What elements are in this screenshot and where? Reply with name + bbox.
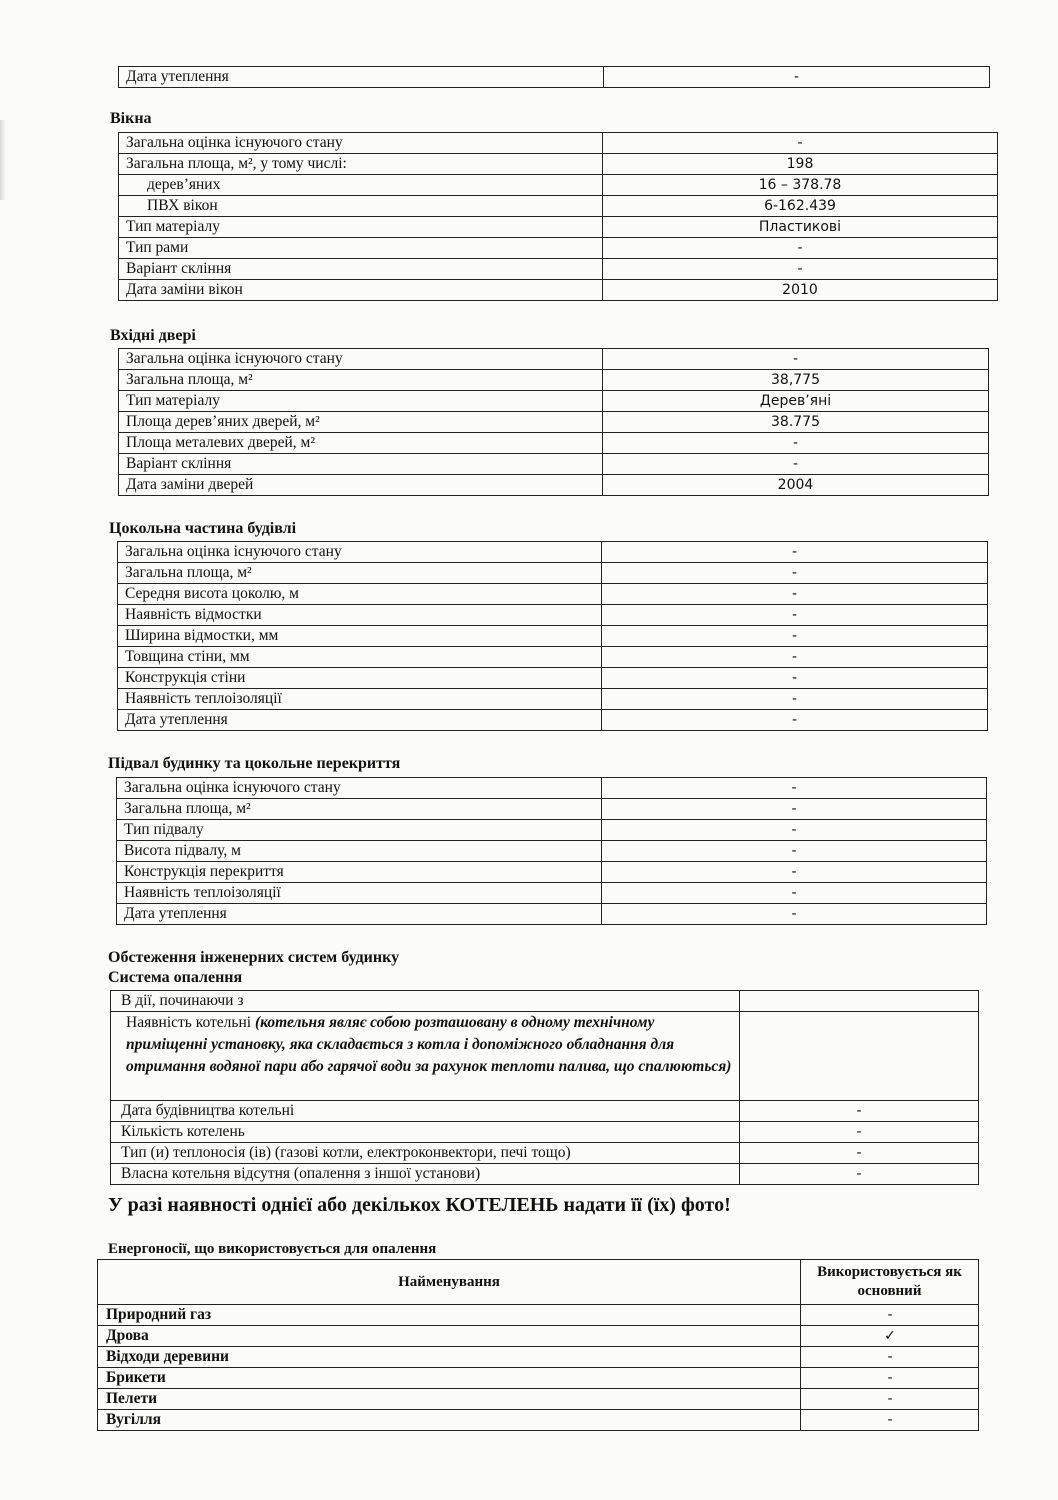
table-row [98,1305,979,1326]
fuel-table [97,1259,979,1431]
row-label: Загальна оцінка існуючого стану [119,133,603,154]
row-value: - [602,862,987,883]
row-value: 2010 [603,280,998,301]
row-label: Ширина відмостки, мм [118,626,602,647]
table-row [119,238,998,259]
row-value: - [740,1122,979,1143]
table-row [98,1368,979,1389]
row-label: Наявність відмостки [118,605,602,626]
table-row [119,259,998,280]
row-label: Площа дерев’яних дверей, м² [119,412,603,433]
table-row [119,217,998,238]
basement-heading: Підвал будинку та цокольне перекриття [108,755,401,772]
table-row [119,67,990,88]
table-row [119,433,989,454]
row-label: Загальна площа, м² [117,799,602,820]
row-label: В дії, починаючи з [111,991,740,1012]
doors-table [118,348,989,496]
table-row [118,584,988,605]
windows-heading: Вікна [110,110,152,127]
table-row [118,668,988,689]
table-row [119,412,989,433]
photo-note: У разі наявності однієї або декількох КОТЕЛЕНЬ надати її (їх) фото! [108,1194,731,1216]
row-label: Загальна оцінка існуючого стану [117,778,602,799]
row-value: - [602,904,987,925]
table-row-boiler [111,1012,979,1101]
scan-edge-shadow [0,120,6,200]
table-row [117,883,987,904]
row-label: Брикети [98,1368,801,1389]
row-label: Вугілля [98,1410,801,1431]
heating-rows [111,1101,979,1185]
table-row [117,904,987,925]
row-label: Конструкція перекриття [117,862,602,883]
row-value: 6-162.439 [603,196,998,217]
row-value: - [602,820,987,841]
fuel-header-row [98,1260,979,1305]
table-row [111,1122,979,1143]
row-label: Загальна оцінка існуючого стану [119,349,603,370]
row-label: Тип матеріалу [119,217,603,238]
boiler-label: Наявність котельні [126,1014,252,1031]
row-label: Дата утеплення [119,67,604,88]
row-label: Пелети [98,1389,801,1410]
row-value: - [602,647,988,668]
row-value: - [602,563,988,584]
row-label: Природний газ [98,1305,801,1326]
row-value: 38,775 [603,370,989,391]
boiler-note: (котельня являє собою розташовану в одному технічному приміщенні установку, яка складається з котла і допоміжного обладнання для отримання водяної пари або гарячої води за рахунок теплоти палива, що спалюються) [126,1014,732,1075]
row-label: Кількість котелень [111,1122,740,1143]
table-row [119,475,989,496]
table-row [118,689,988,710]
row-label: ПВХ вікон [119,196,603,217]
row-value: - [603,433,989,454]
row-label: Загальна оцінка існуючого стану [118,542,602,563]
table-row [117,799,987,820]
row-value: - [801,1368,979,1389]
row-label: дерев’яних [119,175,603,196]
row-label: Дата будівництва котельні [111,1101,740,1122]
table-row [119,196,998,217]
row-value: - [602,799,987,820]
table-row [98,1347,979,1368]
row-value: - [603,238,998,259]
col-name-header: Найменування [98,1260,801,1305]
boiler-value [740,1012,979,1101]
row-value: - [603,259,998,280]
heating-table [110,990,979,1185]
engineering-heading: Обстеження інженерних систем будинку [108,949,400,966]
row-value: - [604,67,990,88]
basement-rows [117,778,987,925]
row-label: Тип рами [119,238,603,259]
row-value: - [801,1305,979,1326]
row-value: 38.775 [603,412,989,433]
table-row [98,1326,979,1347]
row-value: - [740,1101,979,1122]
table-row [119,175,998,196]
windows-table [118,132,998,301]
row-value: - [602,626,988,647]
boiler-cell [111,1012,740,1101]
table-row [118,710,988,731]
table-row [119,133,998,154]
windows-rows [119,133,998,301]
row-label: Відходи деревини [98,1347,801,1368]
doors-rows [119,349,989,496]
table-row [117,820,987,841]
row-label: Товщина стіни, мм [118,647,602,668]
table-row [119,280,998,301]
row-value: - [603,133,998,154]
row-value: - [602,883,987,904]
row-value: - [801,1389,979,1410]
row-value: Пластикові [603,217,998,238]
plinth-table [117,541,988,731]
table-row [118,563,988,584]
row-value: - [602,605,988,626]
row-label: Наявність теплоізоляції [117,883,602,904]
table-row [119,454,989,475]
plinth-rows [118,542,988,731]
table-row [111,1164,979,1185]
table-row [118,605,988,626]
row-value: - [602,841,987,862]
row-label: Загальна площа, м², у тому числі: [119,154,603,175]
row-label: Дата заміни дверей [119,475,603,496]
row-value: - [801,1347,979,1368]
row-label: Висота підвалу, м [117,841,602,862]
table-row [111,1101,979,1122]
row-label: Тип матеріалу [119,391,603,412]
row-value: 16 – 378.78 [603,175,998,196]
heating-heading: Система опалення [108,969,243,986]
row-value: - [602,710,988,731]
table-row [119,370,989,391]
table-row [117,778,987,799]
row-label: Середня висота цоколю, м [118,584,602,605]
row-label: Варіант скління [119,454,603,475]
row-value: ✓ [801,1326,979,1347]
fuel-heading: Енергоносії, що використовується для опалення [108,1241,437,1257]
row-value: - [602,668,988,689]
row-value [740,991,979,1012]
insulation-top-table [118,66,990,88]
basement-table [116,777,987,925]
doors-heading: Вхідні двері [110,327,196,344]
row-label: Варіант скління [119,259,603,280]
row-value: - [602,689,988,710]
row-label: Дата утеплення [117,904,602,925]
table-row [98,1389,979,1410]
row-value: - [602,584,988,605]
row-value: - [740,1164,979,1185]
row-label: Тип (и) теплоносія (ів) (газові котли, електроконвектори, печі тощо) [111,1143,740,1164]
row-value: 2004 [603,475,989,496]
row-label: Тип підвалу [117,820,602,841]
row-label: Загальна площа, м² [118,563,602,584]
row-value: Дерев’яні [603,391,989,412]
row-label: Дата утеплення [118,710,602,731]
row-label: Загальна площа, м² [119,370,603,391]
plinth-heading: Цокольна частина будівлі [109,520,297,537]
table-row [118,647,988,668]
row-value: - [602,542,988,563]
row-label: Конструкція стіни [118,668,602,689]
row-label: Дрова [98,1326,801,1347]
row-value: - [603,454,989,475]
table-row [119,154,998,175]
row-value: - [603,349,989,370]
table-row [119,391,989,412]
table-row [98,1410,979,1431]
row-value: - [602,778,987,799]
table-row [117,862,987,883]
row-label: Дата заміни вікон [119,280,603,301]
table-row [117,841,987,862]
fuel-rows [98,1305,979,1431]
table-row [119,349,989,370]
table-row [118,626,988,647]
table-row [111,1143,979,1164]
row-label: Площа металевих дверей, м² [119,433,603,454]
row-label: Власна котельня відсутня (опалення з іншої установи) [111,1164,740,1185]
row-value: 198 [603,154,998,175]
row-value: - [740,1143,979,1164]
table-row [111,991,979,1012]
row-label: Наявність теплоізоляції [118,689,602,710]
row-value: - [801,1410,979,1431]
table-row [118,542,988,563]
col-main-header: Використовується як основний [801,1260,979,1305]
